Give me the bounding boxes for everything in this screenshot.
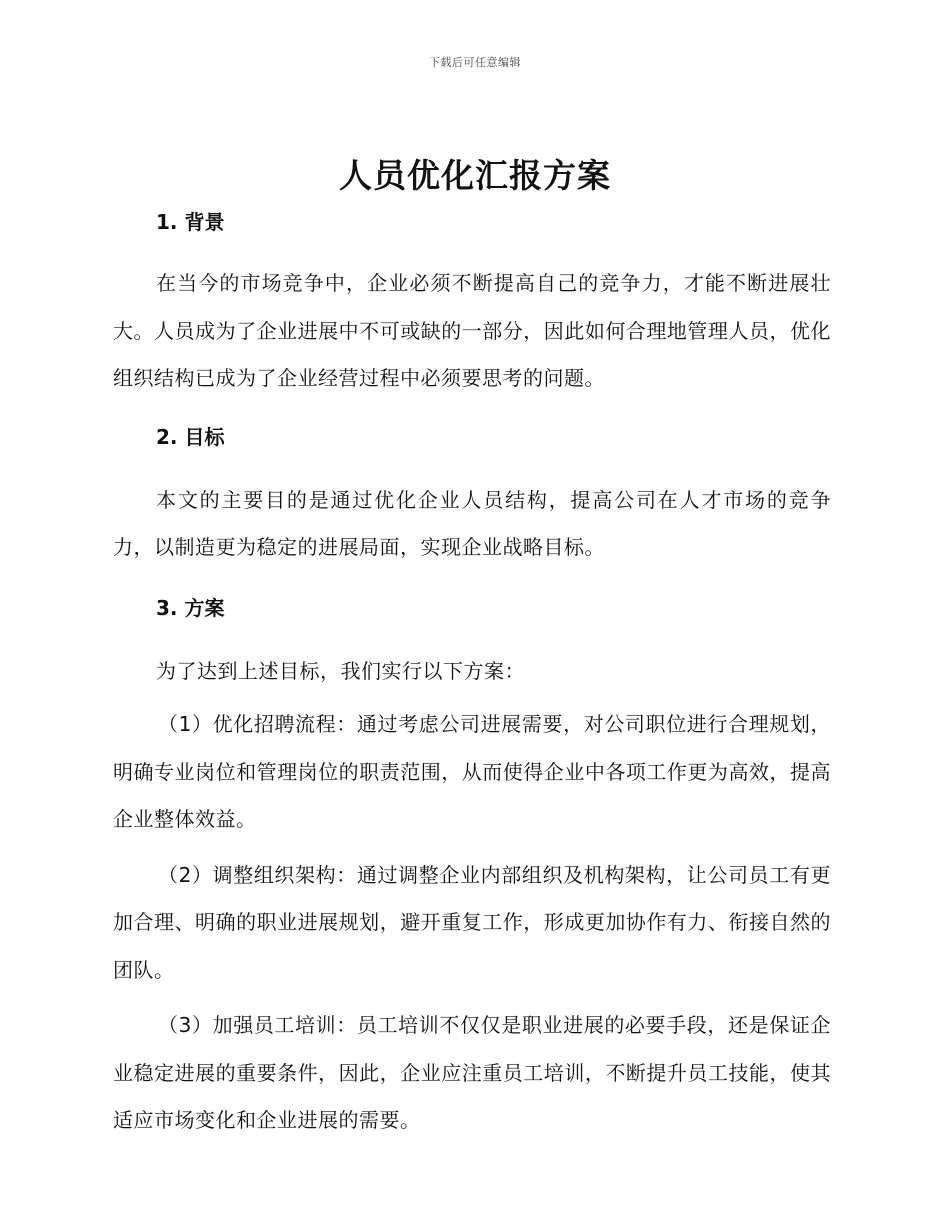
document-title: 人员优化汇报方案 — [339, 156, 611, 195]
list-item-training: （3）加强员工培训：员工培训不仅仅是职业进展的必要手段，还是保证企业稳定进展的重要条件，因此，企业应注重员工培训，不断提升员工技能，使其适应市场变化和企业进展的需要。 — [113, 1013, 831, 1132]
document-body — [113, 204, 831, 1145]
section-heading-goal: 2. 目标 — [156, 424, 225, 449]
paragraph-goal: 本文的主要目的是通过优化企业人员结构，提高公司在人才市场的竞争力，以制造更为稳定的进展局面，实现企业战略目标。 — [113, 487, 831, 559]
list-item-recruitment: （1）优化招聘流程：通过考虑公司进展需要，对公司职位进行合理规划，明确专业岗位和管理岗位的职责范围，从而使得企业中各项工作更为高效，提高企业整体效益。 — [113, 712, 831, 831]
paragraph-plan-intro: 为了达到上述目标，我们实行以下方案： — [156, 658, 525, 683]
paragraph-background: 在当今的市场竞争中，企业必须不断提高自己的竞争力，才能不断进展壮大。人员成为了企业进展中不可或缺的一部分，因此如何合理地管理人员，优化组织结构已成为了企业经营过程中必须要思考的问题。 — [113, 271, 831, 390]
section-heading-plan: 3. 方案 — [156, 595, 225, 620]
section-heading-background: 1. 背景 — [156, 210, 225, 234]
list-item-organization: （2）调整组织架构：通过调整企业内部组织及机构架构，让公司员工有更加合理、明确的职业进展规划，避开重复工作，形成更加协作有力、衔接自然的团队。 — [113, 862, 831, 982]
header-note: 下载后可任意编辑 — [429, 56, 521, 69]
